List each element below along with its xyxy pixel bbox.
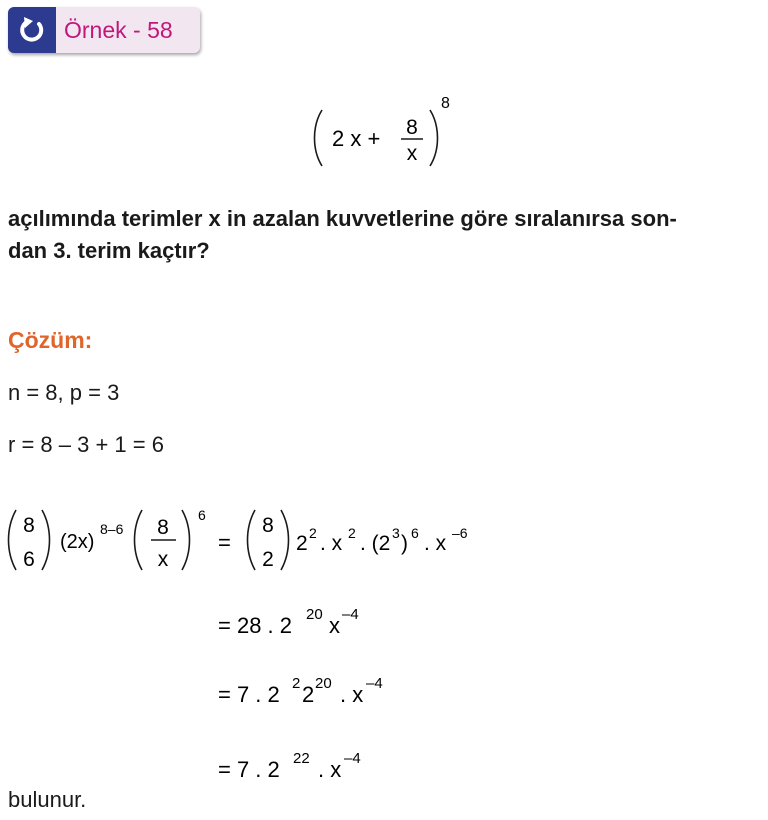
equals-sign: = bbox=[218, 530, 231, 555]
binom-right-paren bbox=[42, 510, 50, 570]
frac-numerator: 8 bbox=[157, 516, 169, 539]
expr-power: 8 bbox=[441, 95, 450, 112]
right-paren bbox=[430, 110, 438, 166]
term-base: (2x) bbox=[60, 531, 95, 553]
eq3-x: . x bbox=[340, 682, 364, 707]
eq4-exp-2: –4 bbox=[344, 750, 361, 767]
rhs-base-3: . (2 bbox=[360, 532, 391, 555]
left-paren bbox=[315, 110, 323, 166]
rhs-exp-3: 3 bbox=[392, 525, 400, 541]
binom-left-paren bbox=[9, 510, 17, 570]
solution-heading: Çözüm: bbox=[8, 327, 93, 353]
rhs-base-2: . x bbox=[320, 532, 343, 555]
expr-term: 2 x + bbox=[332, 126, 381, 151]
expr-denominator: x bbox=[406, 142, 418, 165]
eq2-x: x bbox=[329, 613, 340, 638]
example-badge bbox=[8, 7, 200, 53]
question-line-1: açılımında terimler x in azalan kuvvetlerine göre sıralanırsa son- bbox=[8, 206, 677, 231]
eq4-base: = 7 . 2 bbox=[218, 757, 280, 782]
eq3-base-2: 2 bbox=[302, 682, 315, 707]
example-label: Örnek - 58 bbox=[64, 17, 173, 43]
conclusion-text: bulunur. bbox=[8, 787, 87, 812]
main-expression bbox=[300, 88, 460, 178]
solution-line-2: r = 8 – 3 + 1 = 6 bbox=[8, 432, 164, 457]
eq2-exp-1: 20 bbox=[306, 606, 323, 623]
rhs-exp-5: –6 bbox=[452, 525, 468, 541]
badge-icon-box bbox=[8, 7, 56, 53]
rhs-exp-1: 2 bbox=[309, 525, 317, 541]
binom2-right-paren bbox=[281, 510, 289, 570]
eq3-exp-2: 20 bbox=[315, 675, 332, 692]
rhs-exp-2: 2 bbox=[348, 525, 356, 541]
expr-numerator: 8 bbox=[406, 116, 418, 139]
equation-4 bbox=[200, 742, 440, 787]
question-line-2: dan 3. terim kaçtır? bbox=[8, 238, 210, 263]
rhs-base-1: 2 bbox=[296, 532, 308, 555]
eq3-base: = 7 . 2 bbox=[218, 682, 280, 707]
eq4-x: . x bbox=[318, 757, 342, 782]
equation-1 bbox=[0, 500, 520, 585]
binom-top: 8 bbox=[23, 514, 35, 537]
binom2-bottom: 2 bbox=[262, 548, 274, 571]
rhs-base-5: . x bbox=[424, 532, 447, 555]
frac-left-paren bbox=[135, 510, 143, 570]
frac-denominator: x bbox=[157, 548, 169, 571]
rhs-exp-4: 6 bbox=[411, 525, 419, 541]
equation-3 bbox=[200, 667, 460, 712]
binom2-left-paren bbox=[248, 510, 256, 570]
binom2-top: 8 bbox=[262, 514, 274, 537]
binom-bottom: 6 bbox=[23, 548, 35, 571]
question-text bbox=[8, 203, 760, 267]
solution-line-1: n = 8, p = 3 bbox=[8, 380, 120, 405]
eq3-exp-3: –4 bbox=[366, 675, 383, 692]
eq2-base: = 28 . 2 bbox=[218, 613, 293, 638]
rhs-base-4: ) bbox=[401, 532, 408, 555]
frac-exponent: 6 bbox=[198, 507, 206, 523]
equation-2 bbox=[200, 598, 440, 643]
term-exponent: 8–6 bbox=[100, 521, 124, 537]
eq2-exp-2: –4 bbox=[342, 606, 359, 623]
eq4-exp-1: 22 bbox=[293, 750, 310, 767]
refresh-icon bbox=[8, 7, 56, 53]
eq3-exp-1: 2 bbox=[292, 675, 301, 692]
frac-right-paren bbox=[182, 510, 190, 570]
